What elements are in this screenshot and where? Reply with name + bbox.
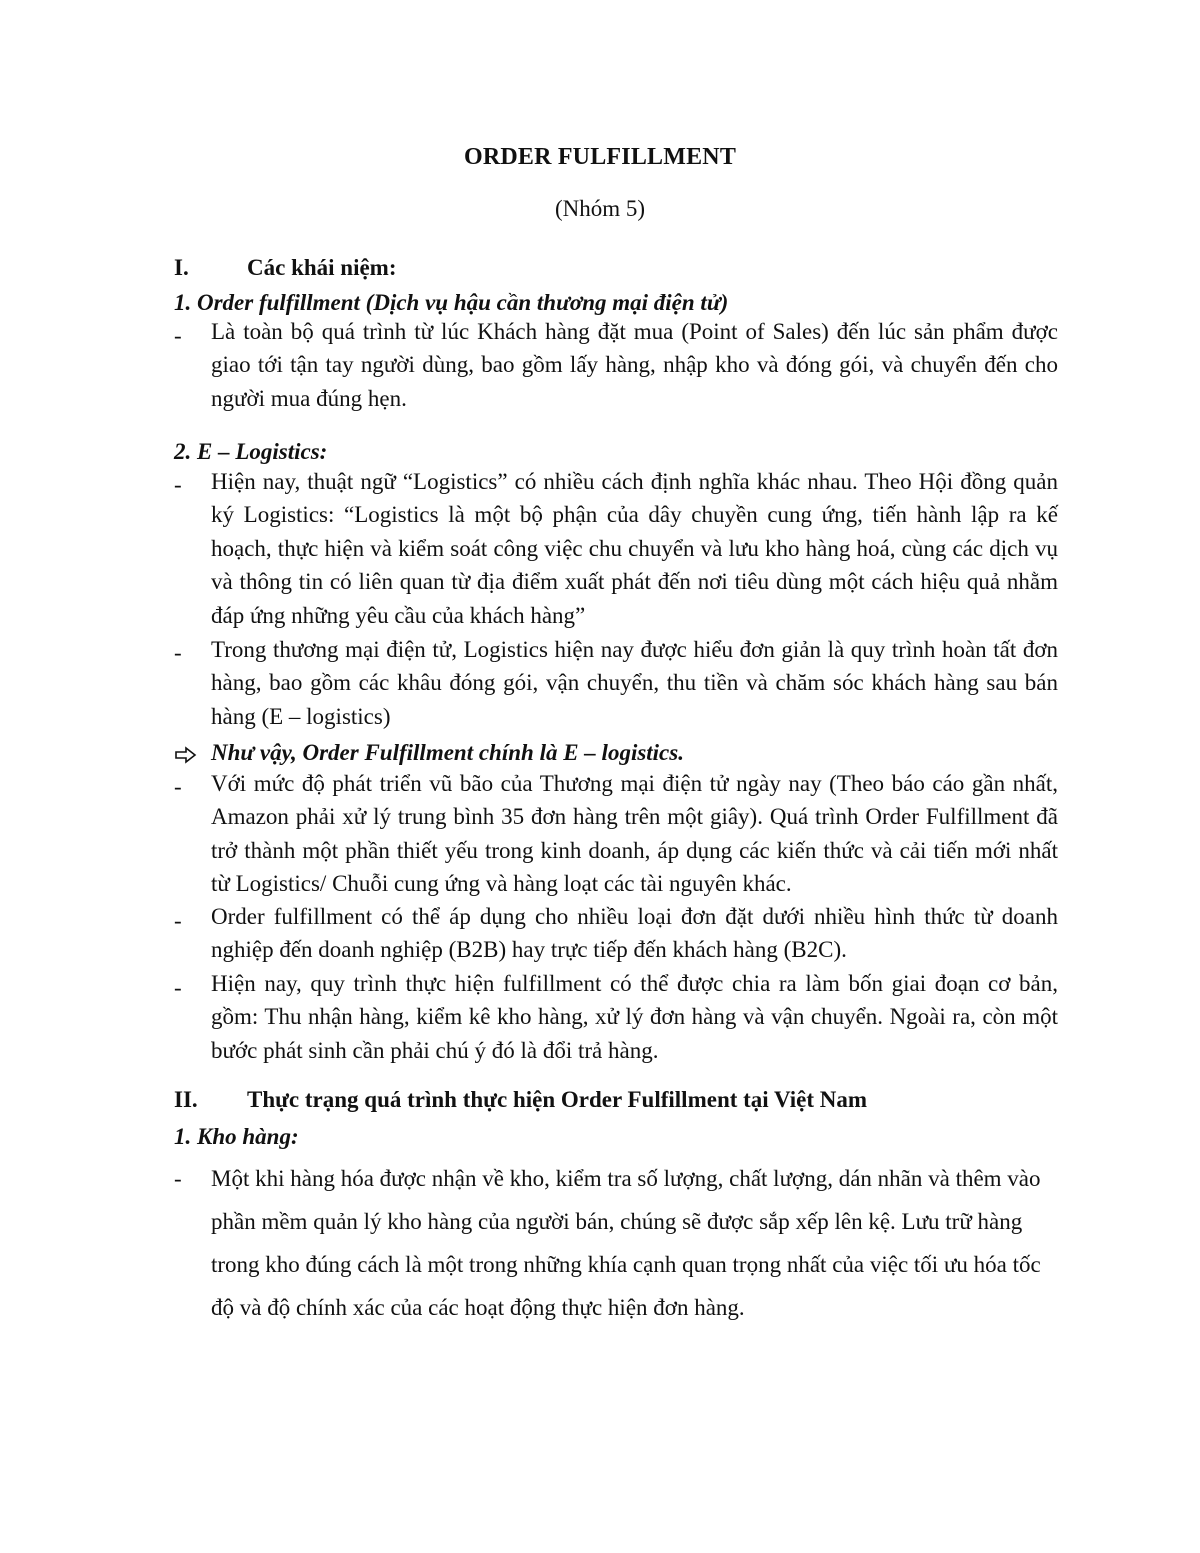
document-title: ORDER FULFILLMENT (463, 144, 737, 170)
item-kho-hang-heading: 1. Kho hàng: (174, 1124, 299, 1149)
bullet-marker: - (174, 975, 182, 1000)
bullet-text: Order fulfillment có thể áp dụng cho nhiều loại đơn đặt dưới nhiều hình thức từ doanh nghiệp đến doanh nghiệp (B2B) hay trực tiếp đến khách hàng (B2C). (211, 904, 1058, 963)
bullet-text: Hiện nay, thuật ngữ “Logistics” có nhiều cách định nghĩa khác nhau. Theo Hội đồng quản ký Logistics: “Logistics là một bộ phận của dây chuyền cung ứng, tiến hành lập ra kế hoạch, thực hiện và kiểm soát công việc chu chuyển và lưu kho hàng hoá, cùng các dịch vụ và thông tin có liên quan từ địa điểm xuất phát đến nơi tiêu dùng một cách hiệu quả nhằm đáp ứng những yêu cầu của khách hàng” (211, 469, 1058, 628)
conclusion-text: Như vậy, Order Fulfillment chính là E – logistics. (211, 740, 684, 765)
bullet-marker: - (174, 908, 182, 933)
bullet-marker: - (174, 640, 182, 665)
outline-right-arrow-icon (174, 746, 198, 764)
bullet-marker: - (174, 323, 182, 348)
bullet-text: Là toàn bộ quá trình từ lúc Khách hàng đặt mua (Point of Sales) đến lúc sản phẩm được giao tới tận tay người dùng, bao gồm lấy hàng, nhập kho và đóng gói, và chuyển đến cho người mua đúng hẹn. (211, 319, 1058, 411)
bullet-text: Với mức độ phát triển vũ bão của Thương mại điện tử ngày nay (Theo báo cáo gần nhất, Amazon phải xử lý trung bình 35 đơn hàng trên một giây). Quá trình Order Fulfillment đã trở thành một phần thiết yếu trong kinh doanh, áp dụng các kiến thức và cải tiến mới nhất từ Logistics/ Chuỗi cung ứng và hàng loạt các tài nguyên khác. (211, 771, 1058, 897)
section-2-heading: Thực trạng quá trình thực hiện Order Fulfillment tại Việt Nam (247, 1087, 868, 1112)
bullet-marker: - (174, 472, 182, 497)
document-subtitle: (Nhóm 5) (554, 196, 646, 221)
bullet-text: Một khi hàng hóa được nhận về kho, kiểm tra số lượng, chất lượng, dán nhãn và thêm vào phần mềm quản lý kho hàng của người bán, chúng sẽ được sắp xếp lên kệ. Lưu trữ hàng trong kho đúng cách là một trong những khía cạnh quan trọng nhất của việc tối ưu hóa tốc độ và độ chính xác của các hoạt động thực hiện đơn hàng. (211, 1166, 1041, 1320)
item-1-heading: 1. Order fulfillment (Dịch vụ hậu cần thương mại điện tử) (174, 290, 729, 315)
bullet-marker: - (174, 1166, 182, 1191)
section-1-numeral: I. (174, 255, 189, 280)
item-2-heading: 2. E – Logistics: (174, 439, 328, 464)
bullet-text: Hiện nay, quy trình thực hiện fulfillment có thể được chia ra làm bốn giai đoạn cơ bản, gồm: Thu nhận hàng, kiểm kê kho hàng, xử lý đơn hàng và vận chuyển. Ngoài ra, còn một bước phát sinh cần phải chú ý đó là đổi trả hàng. (211, 971, 1058, 1063)
section-2-numeral: II. (174, 1087, 198, 1112)
bullet-marker: - (174, 774, 182, 799)
bullet-text: Trong thương mại điện tử, Logistics hiện nay được hiểu đơn giản là quy trình hoàn tất đơn hàng, bao gồm các khâu đóng gói, vận chuyển, thu tiền và chăm sóc khách hàng sau bán hàng (E – logistics) (211, 637, 1058, 729)
section-1-heading: Các khái niệm: (247, 255, 397, 280)
